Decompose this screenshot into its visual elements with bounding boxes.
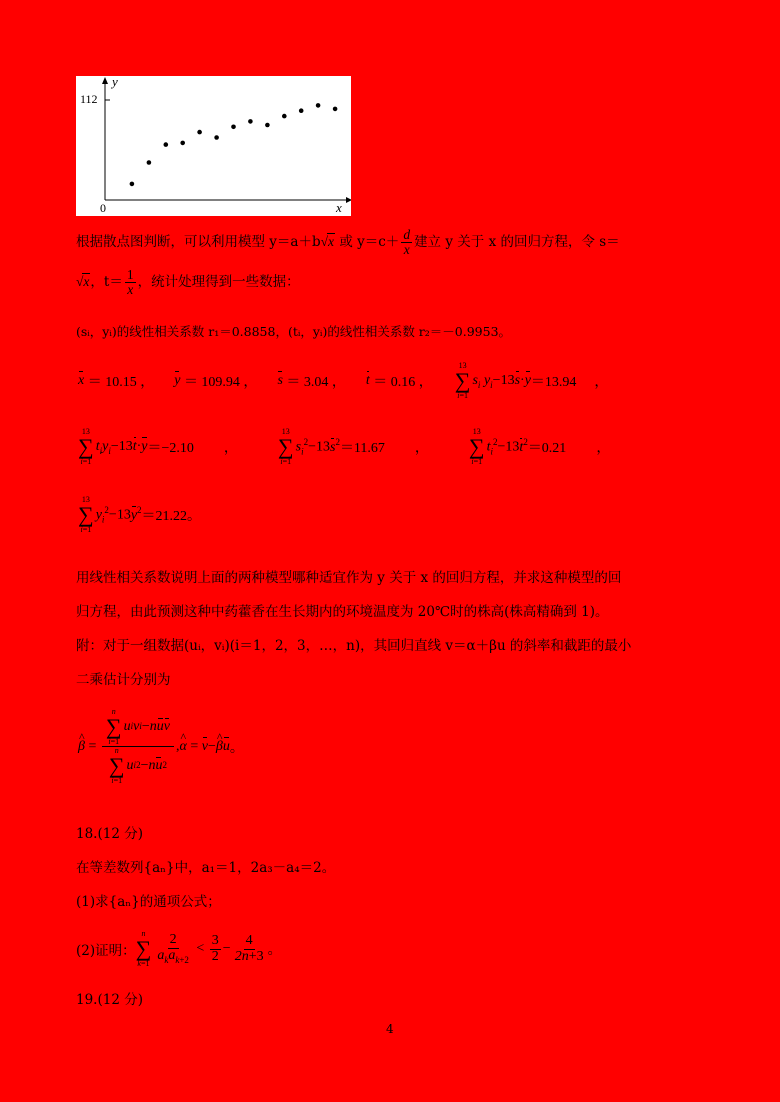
- model-text-b: 或 y＝c＋: [339, 234, 400, 251]
- comma: ，: [414, 441, 429, 456]
- scatter-point: [164, 142, 169, 147]
- scatter-point: [147, 160, 152, 165]
- sum-sy-value: ＝13.94: [530, 375, 577, 390]
- model-text-c: 建立 y 关于 x 的回归方程，令 s＝: [414, 234, 620, 251]
- q18-part-1: (1)求{aₙ}的通项公式；: [76, 894, 221, 910]
- comma: ,: [175, 738, 180, 754]
- comma: ，: [223, 441, 238, 456]
- origin-label: 0: [100, 201, 106, 215]
- stats-row-2: [78, 428, 610, 466]
- tbar-symbol: t: [365, 373, 370, 388]
- scatter-point: [130, 182, 135, 187]
- scatter-point: [265, 123, 270, 128]
- attachment-line-2: 二乘估计分别为: [76, 672, 171, 688]
- sum-symbol: 13 ∑ i=1: [78, 495, 94, 534]
- beta-hat: ^ β: [78, 739, 85, 755]
- model-text-a: 根据散点图判断，可以利用模型 y＝a＋b: [76, 234, 321, 251]
- tbar-value: ＝ 0.16 ，: [373, 375, 433, 390]
- question-line-2: 归方程，由此预测这种中药藿香在生长期内的环境温度为 20℃时的株高(株高精确到 1)。: [76, 604, 609, 620]
- q18-title: 18.(12 分): [76, 826, 143, 842]
- sum-symbol: 13 ∑ i=1: [468, 427, 485, 466]
- sbar-symbol: s: [277, 373, 283, 388]
- sum-y2-expr: $y_i^2-13y^2$: [95, 505, 142, 525]
- scatter-point: [248, 119, 253, 124]
- sum-y2-value: ＝21.22: [141, 509, 188, 524]
- fraction-1-over-x: $\frac{1}{x}$: [126, 267, 134, 298]
- sum-t2-value: ＝0.21: [527, 441, 567, 456]
- sum-symbol: 13 ∑ i=1: [454, 361, 471, 400]
- period: 。: [187, 509, 202, 524]
- scatter-point: [333, 107, 338, 112]
- paragraph-correlation: (sᵢ，yᵢ)的线性相关系数 r₁＝0.8858，(tᵢ，yᵢ)的线性相关系数 r₂＝－0.9953。: [76, 324, 512, 339]
- stats-row-1: [78, 362, 698, 400]
- sub-text-a: ，t＝: [90, 274, 123, 291]
- least-squares-formula: ^ β = n ∑ i=1 u i v i − n u v n ∑ i=1 u i 2 − n u 2 , ^ α = v − ^ β u 。: [78, 708, 244, 785]
- scatter-point: [231, 125, 236, 130]
- scatter-plot-figure: [76, 76, 351, 216]
- beta-fraction: n ∑ i=1 u i v i − n u v n ∑ i=1 u i 2 − n u 2: [102, 708, 174, 785]
- xbar-symbol: x: [78, 373, 85, 388]
- q18-inequality: n ∑ k=1 $\frac{2}{a_ka_{k+2}}$ < $\frac{3}{2}$ − $\frac{4}{2n+3}$ 。: [135, 929, 282, 968]
- scatter-point: [180, 141, 185, 146]
- scatter-point: [214, 135, 219, 140]
- paragraph-model: [76, 228, 620, 257]
- scatter-point: [299, 108, 304, 113]
- scatter-point: [282, 114, 287, 119]
- y-tick-label: 112: [80, 92, 98, 106]
- sum-t2-expr: $t_i^2-13t^2$: [486, 437, 528, 457]
- x-axis-arrow: [346, 197, 351, 203]
- equals: =: [84, 738, 100, 754]
- comma: ，: [596, 441, 611, 456]
- sbar-value: ＝ 3.04 ，: [286, 375, 346, 390]
- sub-text-b: ，统计处理得到一些数据：: [137, 274, 300, 291]
- sum-symbol: 13 ∑ i=1: [277, 427, 294, 466]
- q18-part-2: [76, 930, 282, 968]
- sum-symbol: 13 ∑ i=1: [78, 427, 94, 466]
- x-axis-label: x: [336, 200, 342, 215]
- ybar-symbol: y: [174, 373, 181, 388]
- attachment-line-1: 附：对于一组数据(uᵢ，vᵢ)(i＝1，2，3，…，n)，其回归直线 v＝α＋βu 的斜率和截距的最小: [76, 638, 632, 654]
- sqrt-x-2: √x: [76, 274, 90, 290]
- sqrt-x: √x: [320, 234, 335, 250]
- page-number: 4: [386, 1022, 394, 1036]
- scatter-point: [197, 130, 202, 135]
- alpha-hat: ^ α: [179, 739, 186, 755]
- sum-s2-value: ＝11.67: [339, 441, 385, 456]
- paragraph-substitution: [76, 268, 300, 297]
- q18-stem: 在等差数列{aₙ}中，a₁＝1，2a₃－a₄＝2。: [76, 860, 336, 876]
- y-axis-label: y: [112, 74, 118, 89]
- comma: ，: [594, 375, 609, 390]
- q19-title: 19.(12 分): [76, 992, 143, 1008]
- y-axis-arrow: [102, 77, 108, 84]
- sum-ty-value: ＝−2.10: [147, 441, 194, 456]
- sum-s2-expr: $s_i^2-13s^2$: [295, 437, 340, 457]
- xbar-value: ＝ 10.15 ，: [87, 375, 155, 390]
- scatter-plot: [76, 76, 351, 216]
- scatter-point: [316, 103, 321, 108]
- ybar-value: ＝ 109.94 ，: [183, 375, 258, 390]
- stats-row-3: [78, 496, 201, 534]
- sum-sy-expr: $s_i$ $y_i-13s\cdot y$: [472, 372, 531, 390]
- sum-ty-expr: $t_iy_i-13t\cdot y$: [95, 438, 148, 456]
- question-line-1: 用线性相关系数说明上面的两种模型哪种适宜作为 y 关于 x 的回归方程，并求这种模型的回: [76, 570, 622, 586]
- q18-part-2-label: (2)证明：: [76, 943, 136, 959]
- fraction-d-over-x: $\frac{d}{x}$: [403, 227, 411, 258]
